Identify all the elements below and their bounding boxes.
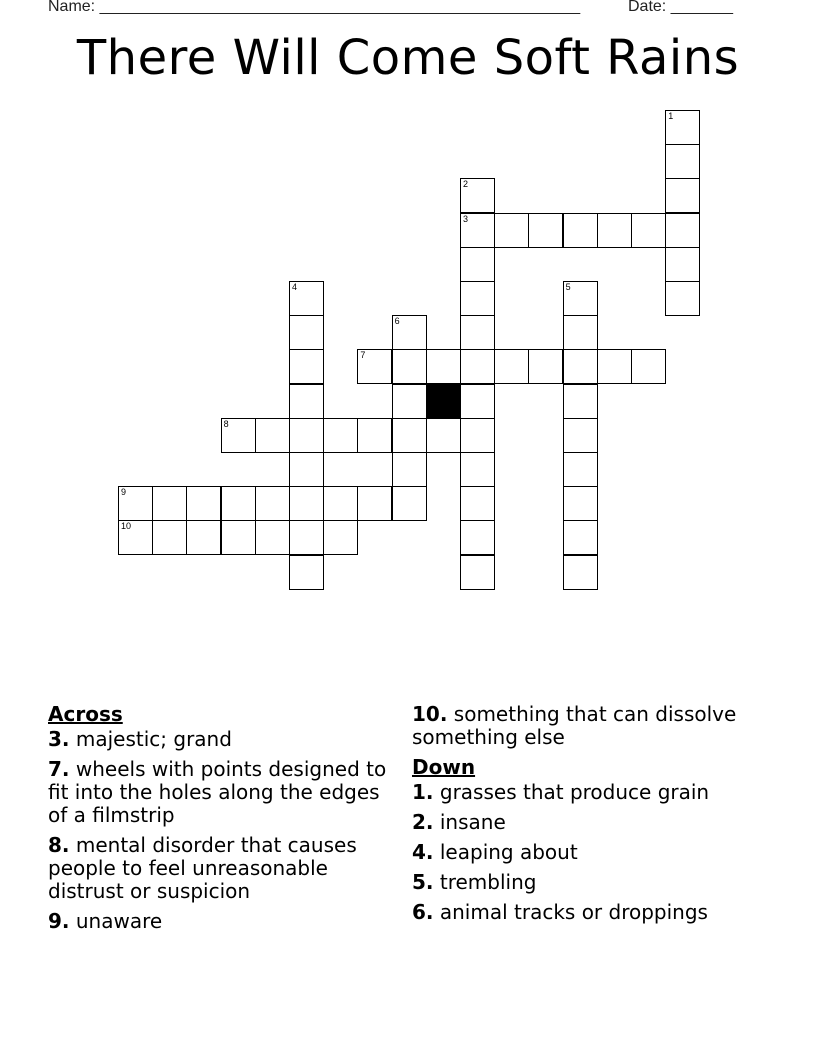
clue-text: unaware (75, 909, 163, 933)
grid-cell[interactable] (323, 418, 358, 453)
grid-cell[interactable] (460, 213, 495, 248)
grid-cell[interactable] (289, 452, 324, 487)
page-title: There Will Come Soft Rains (76, 30, 740, 86)
clue-text: majestic; grand (75, 727, 232, 751)
grid-cell[interactable] (631, 213, 666, 248)
clue-text: wheels with points designed to fit into the holes along the edges of a filmstrip (48, 757, 387, 827)
grid-cell[interactable] (289, 349, 324, 384)
grid-cell[interactable] (563, 520, 598, 555)
clue-down-4 (412, 841, 772, 864)
clues-column-right (412, 703, 772, 931)
clue-across-10 (412, 703, 772, 749)
clue-across-7 (48, 758, 388, 827)
clue-text: trembling (439, 870, 537, 894)
clue-down-1 (412, 781, 772, 804)
grid-cell[interactable] (563, 213, 598, 248)
down-heading: Down (412, 755, 476, 779)
grid-cell[interactable] (528, 213, 563, 248)
grid-cell[interactable] (563, 452, 598, 487)
cell-number: 6 (394, 316, 400, 327)
grid-cell[interactable] (118, 520, 153, 555)
cell-number: 2 (463, 179, 469, 190)
grid-cell[interactable] (357, 418, 392, 453)
clue-down-6 (412, 901, 772, 924)
grid-cell[interactable] (665, 110, 700, 145)
clue-number: 5. (412, 870, 434, 894)
clues-column-left (48, 703, 388, 940)
grid-cell[interactable] (460, 418, 495, 453)
cell-number: 7 (360, 350, 366, 361)
grid-cell[interactable] (289, 384, 324, 419)
clue-across-3 (48, 728, 388, 751)
clue-number: 10. (412, 702, 448, 726)
grid-cell[interactable] (460, 520, 495, 555)
grid-cell[interactable] (665, 213, 700, 248)
date-field-label: Date: _______ (628, 0, 733, 15)
grid-cell[interactable] (152, 486, 187, 521)
cell-number: 1 (668, 111, 674, 121)
grid-cell[interactable] (357, 349, 392, 384)
grid-cell[interactable] (460, 555, 495, 590)
grid-cell[interactable] (289, 418, 324, 453)
grid-cell[interactable] (289, 520, 324, 555)
grid-cell[interactable] (186, 520, 221, 555)
cell-number: 4 (292, 282, 298, 292)
grid-cell[interactable] (563, 281, 598, 316)
grid-cell[interactable] (392, 418, 427, 453)
clue-number: 1. (412, 780, 434, 804)
grid-cell[interactable] (528, 349, 563, 384)
grid-cell[interactable] (426, 349, 461, 384)
clue-down-2 (412, 811, 772, 834)
across-heading: Across (48, 702, 123, 726)
grid-cell[interactable] (460, 349, 495, 384)
clue-number: 2. (412, 810, 434, 834)
clue-text: grasses that produce grain (439, 780, 710, 804)
grid-cell[interactable] (460, 486, 495, 521)
grid-cell[interactable] (460, 452, 495, 487)
grid-cell[interactable] (221, 520, 256, 555)
grid-cell[interactable] (665, 281, 700, 316)
grid-cell[interactable] (289, 555, 324, 590)
grid-cell[interactable] (392, 452, 427, 487)
name-field-label: Name: ______________________________________________________ (48, 0, 581, 15)
grid-cell[interactable] (597, 349, 632, 384)
grid-cell[interactable] (563, 315, 598, 350)
grid-cell[interactable] (460, 247, 495, 282)
grid-cell[interactable] (118, 486, 153, 521)
grid-cell[interactable] (460, 384, 495, 419)
clue-number: 6. (412, 900, 434, 924)
grid-cell[interactable] (289, 486, 324, 521)
grid-cell[interactable] (323, 520, 358, 555)
grid-cell[interactable] (631, 349, 666, 384)
grid-cell[interactable] (460, 315, 495, 350)
clue-number: 8. (48, 833, 70, 857)
grid-cell[interactable] (289, 315, 324, 350)
cell-number: 8 (223, 418, 229, 429)
clue-number: 3. (48, 727, 70, 751)
grid-cell[interactable] (255, 486, 290, 521)
grid-cell[interactable] (255, 520, 290, 555)
grid-cell[interactable] (665, 178, 700, 213)
grid-cell[interactable] (494, 349, 529, 384)
grid-cell[interactable] (563, 555, 598, 590)
grid-cell[interactable] (289, 281, 324, 316)
cell-number: 5 (565, 282, 571, 292)
grid-cell[interactable] (665, 144, 700, 179)
clue-down-5 (412, 871, 772, 894)
grid-cell[interactable] (392, 315, 427, 350)
grid-cell[interactable] (186, 486, 221, 521)
clue-number: 7. (48, 757, 70, 781)
cell-number: 3 (463, 213, 469, 224)
grid-cell[interactable] (460, 281, 495, 316)
grid-cell[interactable] (563, 418, 598, 453)
clue-text: mental disorder that causes people to feel unreasonable distrust or suspicion (48, 833, 357, 903)
grid-cell[interactable] (392, 486, 427, 521)
grid-cell[interactable] (563, 349, 598, 384)
clue-number: 9. (48, 909, 70, 933)
cell-number: 9 (121, 487, 127, 498)
grid-cell[interactable] (494, 213, 529, 248)
grid-cell[interactable] (597, 213, 632, 248)
grid-cell[interactable] (426, 418, 461, 453)
grid-cell[interactable] (460, 178, 495, 213)
clue-across-8 (48, 834, 388, 903)
clue-text: something that can dissolve something else (412, 702, 737, 749)
grid-cell[interactable] (152, 520, 187, 555)
grid-block-cell (426, 384, 461, 419)
grid-cell[interactable] (357, 486, 392, 521)
clue-text: insane (439, 810, 506, 834)
clue-across-9 (48, 910, 388, 933)
grid-cell[interactable] (563, 384, 598, 419)
grid-cell[interactable] (392, 384, 427, 419)
clue-text: leaping about (439, 840, 578, 864)
grid-cell[interactable] (563, 486, 598, 521)
grid-cell[interactable] (221, 486, 256, 521)
grid-cell[interactable] (323, 486, 358, 521)
grid-cell[interactable] (665, 247, 700, 282)
clue-number: 4. (412, 840, 434, 864)
grid-cell[interactable] (255, 418, 290, 453)
grid-cell[interactable] (392, 349, 427, 384)
cell-number: 10 (121, 521, 132, 532)
clue-text: animal tracks or droppings (439, 900, 708, 924)
grid-cell[interactable] (221, 418, 256, 453)
